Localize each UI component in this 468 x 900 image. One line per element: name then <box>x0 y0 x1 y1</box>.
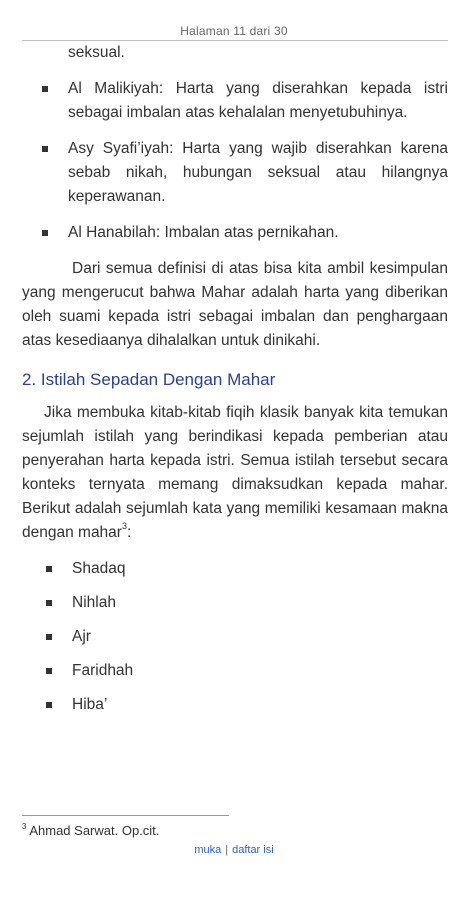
section-heading: 2. Istilah Sepadan Dengan Mahar <box>22 370 276 389</box>
section-paragraph-text: Jika membuka kitab-kitab fiqih klasik banyak kita temukan sejumlah istilah yang berindikasi kepada pemberian atau penyerahan harta kepada istri. Semua istilah tersebut secara konteks ternyata memang dimaksudkan kepada mahar. Berikut adalah sejumlah kata yang memiliki kesamaan makna dengan mahar <box>22 404 448 541</box>
footnote <box>22 822 159 840</box>
square-bullet-icon <box>46 668 52 674</box>
footnote-number: 3 <box>22 821 27 831</box>
section-paragraph-end: : <box>126 524 132 541</box>
list-item-text: Al Hanabilah: Imbalan atas pernikahan. <box>68 224 339 241</box>
list-item-text: Asy Syafi’iyah: Harta yang wajib diserahkan karena sebab nikah, hubungan seksual atau hilangnya keperawanan. <box>68 140 448 205</box>
term-text: Faridhah <box>72 662 134 679</box>
footnote-reference[interactable]: 3 <box>121 520 127 531</box>
term-text: Shadaq <box>72 560 126 577</box>
square-bullet-icon <box>46 566 52 572</box>
page-content <box>22 41 448 727</box>
list-item <box>22 659 448 693</box>
term-text: Nihlah <box>72 594 116 611</box>
page-header <box>0 24 468 38</box>
footnote-divider <box>22 815 229 816</box>
square-bullet-icon <box>42 230 48 236</box>
list-item <box>22 221 448 245</box>
continued-text: seksual. <box>68 44 125 61</box>
list-item-text: Al Malikiyah: Harta yang diserahkan kepada istri sebagai imbalan atas kehalalan menyetubuhinya. <box>68 80 448 121</box>
footer-navigation <box>0 844 468 856</box>
conclusion-paragraph: Dari semua definisi di atas bisa kita ambil kesimpulan yang mengerucut bahwa Mahar adalah harta yang diberikan oleh suami kepada istri sebagai imbalan dan penghargaan atas kesediaanya dihalalkan untuk dinikahi. <box>22 260 448 349</box>
list-item <box>22 625 448 659</box>
section-paragraph <box>22 401 448 545</box>
list-item <box>22 591 448 625</box>
madhhab-definition-list <box>22 77 448 245</box>
nav-separator: | <box>225 844 229 856</box>
square-bullet-icon <box>46 702 52 708</box>
list-item <box>22 77 448 125</box>
table-of-contents-link[interactable]: daftar isi <box>232 844 274 856</box>
square-bullet-icon <box>46 600 52 606</box>
list-item <box>22 693 448 727</box>
term-text: Ajr <box>72 628 91 645</box>
page-indicator: Halaman 11 dari 30 <box>180 24 288 38</box>
square-bullet-icon <box>42 86 48 92</box>
square-bullet-icon <box>46 634 52 640</box>
home-link[interactable]: muka <box>194 844 222 856</box>
term-list <box>22 557 448 727</box>
square-bullet-icon <box>42 146 48 152</box>
list-item <box>22 557 448 591</box>
list-item <box>22 137 448 209</box>
term-text: Hiba’ <box>72 696 108 713</box>
footnote-text: Ahmad Sarwat. Op.cit. <box>26 823 160 838</box>
